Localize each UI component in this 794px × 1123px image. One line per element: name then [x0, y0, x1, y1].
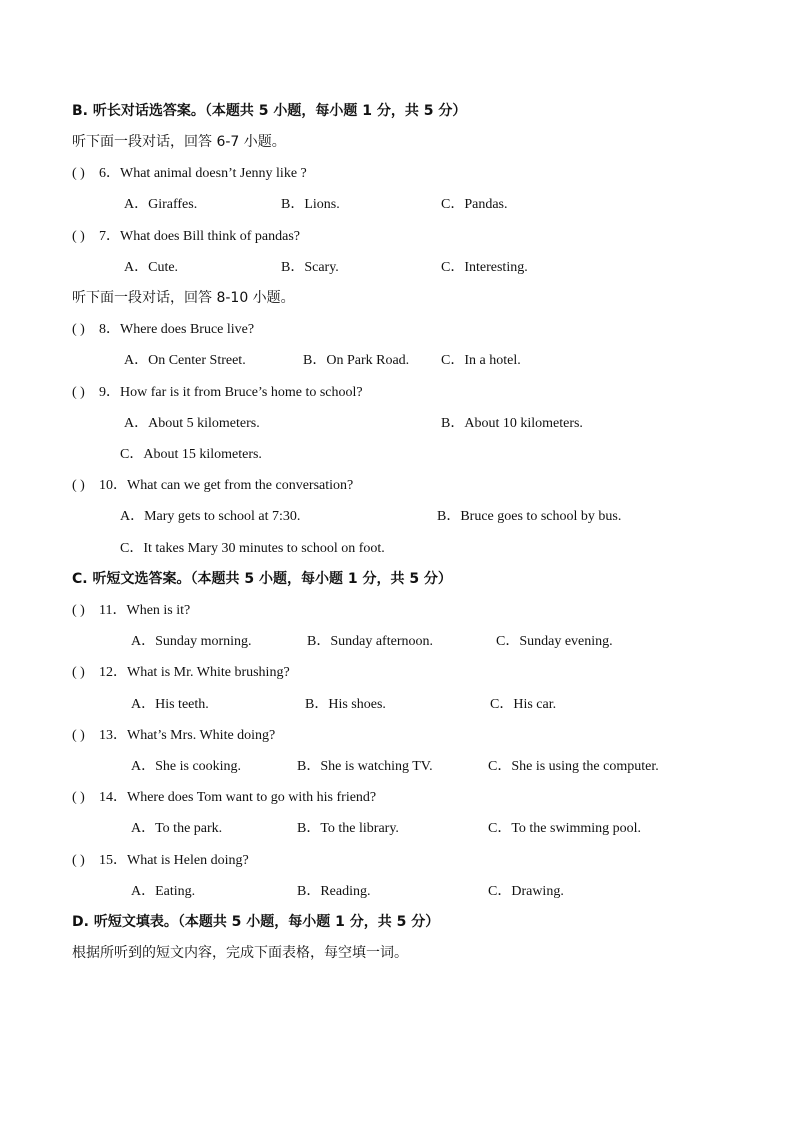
question-10-option-a: A．Mary gets to school at 7:30.	[120, 509, 301, 524]
question-8-text: 8．Where does Bruce live?	[99, 322, 255, 337]
question-9-option-b: B．About 10 kilometers.	[441, 416, 583, 431]
question-9-option-c: C．About 15 kilometers.	[120, 447, 262, 462]
question-6-option-c: C．Pandas.	[441, 197, 508, 212]
answer-blank: ( )	[72, 385, 85, 400]
answer-blank: ( )	[72, 790, 85, 805]
answer-blank: ( )	[72, 853, 85, 868]
answer-blank: ( )	[72, 728, 85, 743]
question-10-option-b: B．Bruce goes to school by bus.	[437, 509, 622, 524]
section-c-heading: C. 听短文选答案。（本题共 5 小题，每小题 1 分，共 5 分）	[72, 571, 452, 587]
question-11-option-c: C．Sunday evening.	[496, 634, 613, 649]
question-7-text: 7．What does Bill think of pandas?	[99, 229, 301, 244]
question-10-text: 10．What can we get from the conversation?	[99, 478, 354, 493]
question-15-text: 15．What is Helen doing?	[99, 853, 249, 868]
question-14-text: 14．Where does Tom want to go with his friend?	[99, 790, 377, 805]
question-13-option-b: B．She is watching TV.	[297, 759, 433, 774]
question-12-option-b: B．His shoes.	[305, 697, 386, 712]
question-15-option-c: C．Drawing.	[488, 884, 564, 899]
answer-blank: ( )	[72, 603, 85, 618]
answer-blank: ( )	[72, 229, 85, 244]
question-15-option-a: A．Eating.	[131, 884, 196, 899]
question-7-option-a: A．Cute.	[124, 260, 179, 275]
question-6-text: 6．What animal doesn’t Jenny like ?	[99, 166, 307, 181]
section-b-instruction-2: 听下面一段对话，回答 8-10 小题。	[72, 290, 295, 306]
question-11-text: 11．When is it?	[99, 603, 191, 618]
question-12-option-a: A．His teeth.	[131, 697, 209, 712]
answer-blank: ( )	[72, 478, 85, 493]
question-7-option-c: C．Interesting.	[441, 260, 528, 275]
question-11-option-b: B．Sunday afternoon.	[307, 634, 433, 649]
question-6-option-b: B．Lions.	[281, 197, 340, 212]
question-14-option-b: B．To the library.	[297, 821, 399, 836]
question-13-text: 13．What’s Mrs. White doing?	[99, 728, 276, 743]
question-14-option-c: C．To the swimming pool.	[488, 821, 642, 836]
section-d-heading: D. 听短文填表。（本题共 5 小题，每小题 1 分，共 5 分）	[72, 914, 440, 930]
question-7-option-b: B．Scary.	[281, 260, 339, 275]
section-b-heading: B. 听长对话选答案。（本题共 5 小题，每小题 1 分，共 5 分）	[72, 103, 467, 119]
question-6-option-a: A．Giraffes.	[124, 197, 198, 212]
question-13-option-c: C．She is using the computer.	[488, 759, 659, 774]
question-12-text: 12．What is Mr. White brushing?	[99, 665, 290, 680]
question-13-option-a: A．She is cooking.	[131, 759, 242, 774]
question-12-option-c: C．His car.	[490, 697, 557, 712]
question-9-option-a: A．About 5 kilometers.	[124, 416, 260, 431]
section-b-instruction-1: 听下面一段对话，回答 6-7 小题。	[72, 134, 286, 150]
answer-blank: ( )	[72, 166, 85, 181]
question-15-option-b: B．Reading.	[297, 884, 371, 899]
question-14-option-a: A．To the park.	[131, 821, 223, 836]
answer-blank: ( )	[72, 665, 85, 680]
answer-blank: ( )	[72, 322, 85, 337]
question-8-option-b: B．On Park Road.	[303, 353, 410, 368]
question-8-option-c: C．In a hotel.	[441, 353, 521, 368]
question-11-option-a: A．Sunday morning.	[131, 634, 252, 649]
question-8-option-a: A．On Center Street.	[124, 353, 246, 368]
question-9-text: 9．How far is it from Bruce’s home to school?	[99, 385, 363, 400]
section-d-instruction: 根据所听到的短文内容，完成下面表格，每空填一词。	[72, 945, 408, 961]
question-10-option-c: C．It takes Mary 30 minutes to school on foot.	[120, 541, 385, 556]
